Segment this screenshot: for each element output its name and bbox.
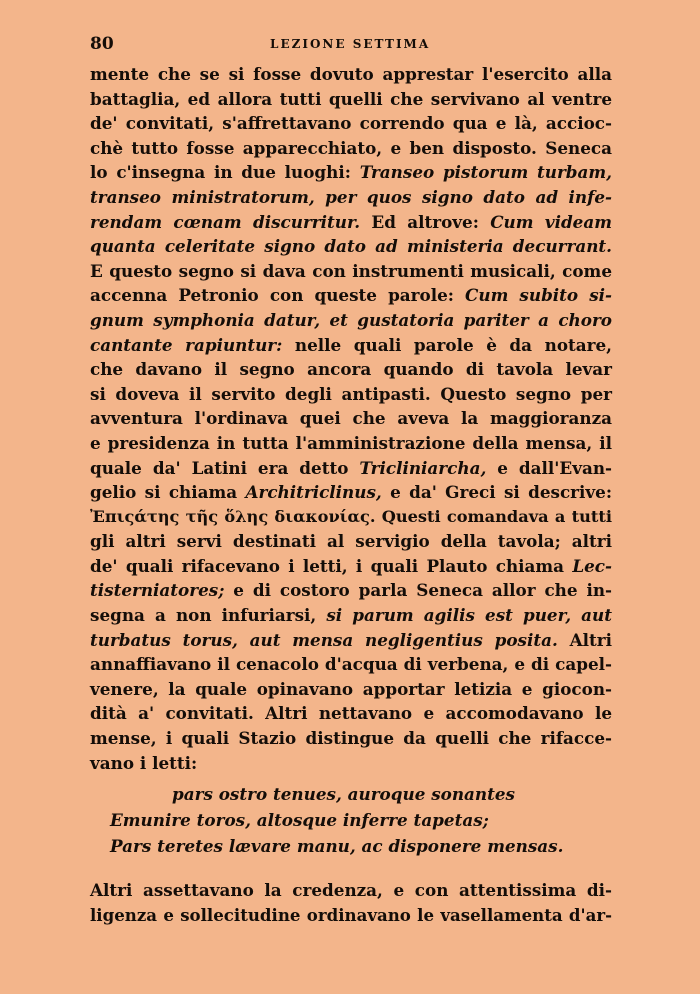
text-segment: gli altri servi destinati al servigio della tavola; altri (90, 531, 612, 552)
latin-quote: tisterniatores; (90, 580, 225, 601)
text-line: Altri assettavano la credenza, e con attentissima di- (90, 880, 612, 900)
text-line (90, 554, 612, 579)
text-line (90, 259, 612, 284)
latin-quote: si parum agilis est puer, aut (326, 605, 612, 626)
verse-line: pars ostro tenues, auroque sonantes (172, 784, 515, 804)
text-segment: Ed altrove: (360, 211, 491, 232)
text-segment: venere, la quale opinavano apportar letizia e giocon- (90, 678, 612, 699)
text-segment: e presidenza in tutta l'amministrazione della mensa, il (90, 432, 612, 453)
latin-quote: Cum subito si- (465, 285, 612, 306)
latin-quote: cantante rapiuntur: (90, 334, 283, 355)
text-line (90, 628, 612, 653)
text-line (90, 456, 612, 481)
text-line (90, 677, 612, 702)
text-segment: Altri (557, 629, 612, 650)
text-line (90, 160, 612, 185)
text-line (90, 505, 612, 530)
text-line (90, 529, 612, 554)
text-line (90, 652, 612, 677)
text-segment: gelio si chiama (90, 482, 246, 503)
text-line (90, 185, 612, 210)
latin-quote: Cum videam (490, 211, 612, 232)
text-line (90, 751, 612, 776)
text-line (90, 283, 612, 308)
page-header (90, 34, 612, 58)
text-segment: mente che se si fosse dovuto apprestar l'esercito alla (90, 64, 612, 84)
text-line (90, 333, 612, 358)
text-segment: mense, i quali Stazio distingue da quelli che rifacce- (90, 728, 612, 749)
latin-quote: transeo ministratorum, per quos signo dato ad infe- (90, 186, 612, 207)
latin-quote: quanta celeritate signo dato ad ministeria decurrant. (90, 236, 612, 257)
body-paragraph (90, 62, 612, 775)
text-segment: de' convitati, s'affrettavano correndo qua e là, accioc- (90, 113, 612, 134)
text-line: ligenza e sollecitudine ordinavano le vasellamenta d'ar- (90, 904, 612, 925)
text-segment: nelle quali parole è da notare, (282, 334, 612, 355)
text-line (90, 382, 612, 407)
text-segment: accenna Petronio con queste parole: (90, 285, 466, 306)
latin-quote: Lec- (572, 555, 612, 576)
text-segment: E questo segno si dava con instrumenti musicali, come (90, 260, 612, 281)
closing-paragraph (90, 878, 612, 927)
text-segment: lo c'insegna in due luoghi: (90, 162, 360, 183)
text-line (90, 357, 612, 382)
latin-quote: gnum symphonia datur, et gustatoria pariter a choro (90, 309, 612, 330)
text-line (90, 308, 612, 333)
text-segment: e dall'Evan- (486, 457, 612, 478)
text-segment: vano i letti: (90, 752, 198, 773)
text-segment: si doveva il servito degli antipasti. Questo segno per (90, 383, 612, 404)
text-segment: segna a non infuriarsi, (90, 605, 327, 626)
text-line (90, 62, 612, 87)
text-segment: e di costoro parla Seneca allor che in- (224, 580, 612, 601)
latin-quote: Tricliniarcha, (359, 457, 487, 478)
text-line (90, 701, 612, 726)
text-segment: de' quali rifacevano i letti, i quali Plauto chiama (90, 555, 573, 576)
verse-line: Pars teretes lævare manu, ac disponere mensas. (110, 836, 564, 856)
text-segment: dità a' convitati. Altri nettavano e accomodavano le (90, 703, 612, 724)
latin-quote: turbatus torus, aut mensa negligentius posita. (90, 629, 558, 650)
text-line (90, 603, 612, 628)
text-segment: battaglia, ed allora tutti quelli che servivano al ventre (90, 88, 612, 109)
running-head: LEZIONE SETTIMA (270, 37, 431, 51)
text-segment: avventura l'ordinava quei che aveva la maggioranza (90, 408, 612, 429)
text-segment: chè tutto fosse apparecchiato, e ben disposto. Seneca (90, 137, 612, 158)
text-segment: Ἐπιςάτης τῆς ὅλης διακονίας. Questi comandava a tutti (90, 506, 612, 526)
text-line (90, 234, 612, 259)
text-line (90, 87, 612, 112)
text-line (90, 210, 612, 235)
latin-quote: Architriclinus, (245, 482, 382, 503)
page-number: 80 (90, 34, 114, 54)
text-segment: quale da' Latini era detto (90, 457, 360, 478)
text-segment: che davano il segno ancora quando di tavola levar (90, 359, 612, 380)
text-line (90, 431, 612, 456)
text-segment: annaffiavano il cenacolo d'acqua di verbena, e di capel- (90, 654, 612, 675)
text-line (90, 480, 612, 505)
text-line (90, 726, 612, 751)
text-segment: e da' Greci si descrive: (381, 482, 613, 503)
text-line (90, 111, 612, 136)
latin-quote: rendam cœnam discurritur. (90, 211, 361, 232)
text-line (90, 578, 612, 603)
text-line (90, 136, 612, 161)
verse-line: Emunire toros, altosque inferre tapetas; (110, 810, 489, 830)
latin-quote: Transeo pistorum turbam, (359, 162, 613, 183)
text-line (90, 406, 612, 431)
